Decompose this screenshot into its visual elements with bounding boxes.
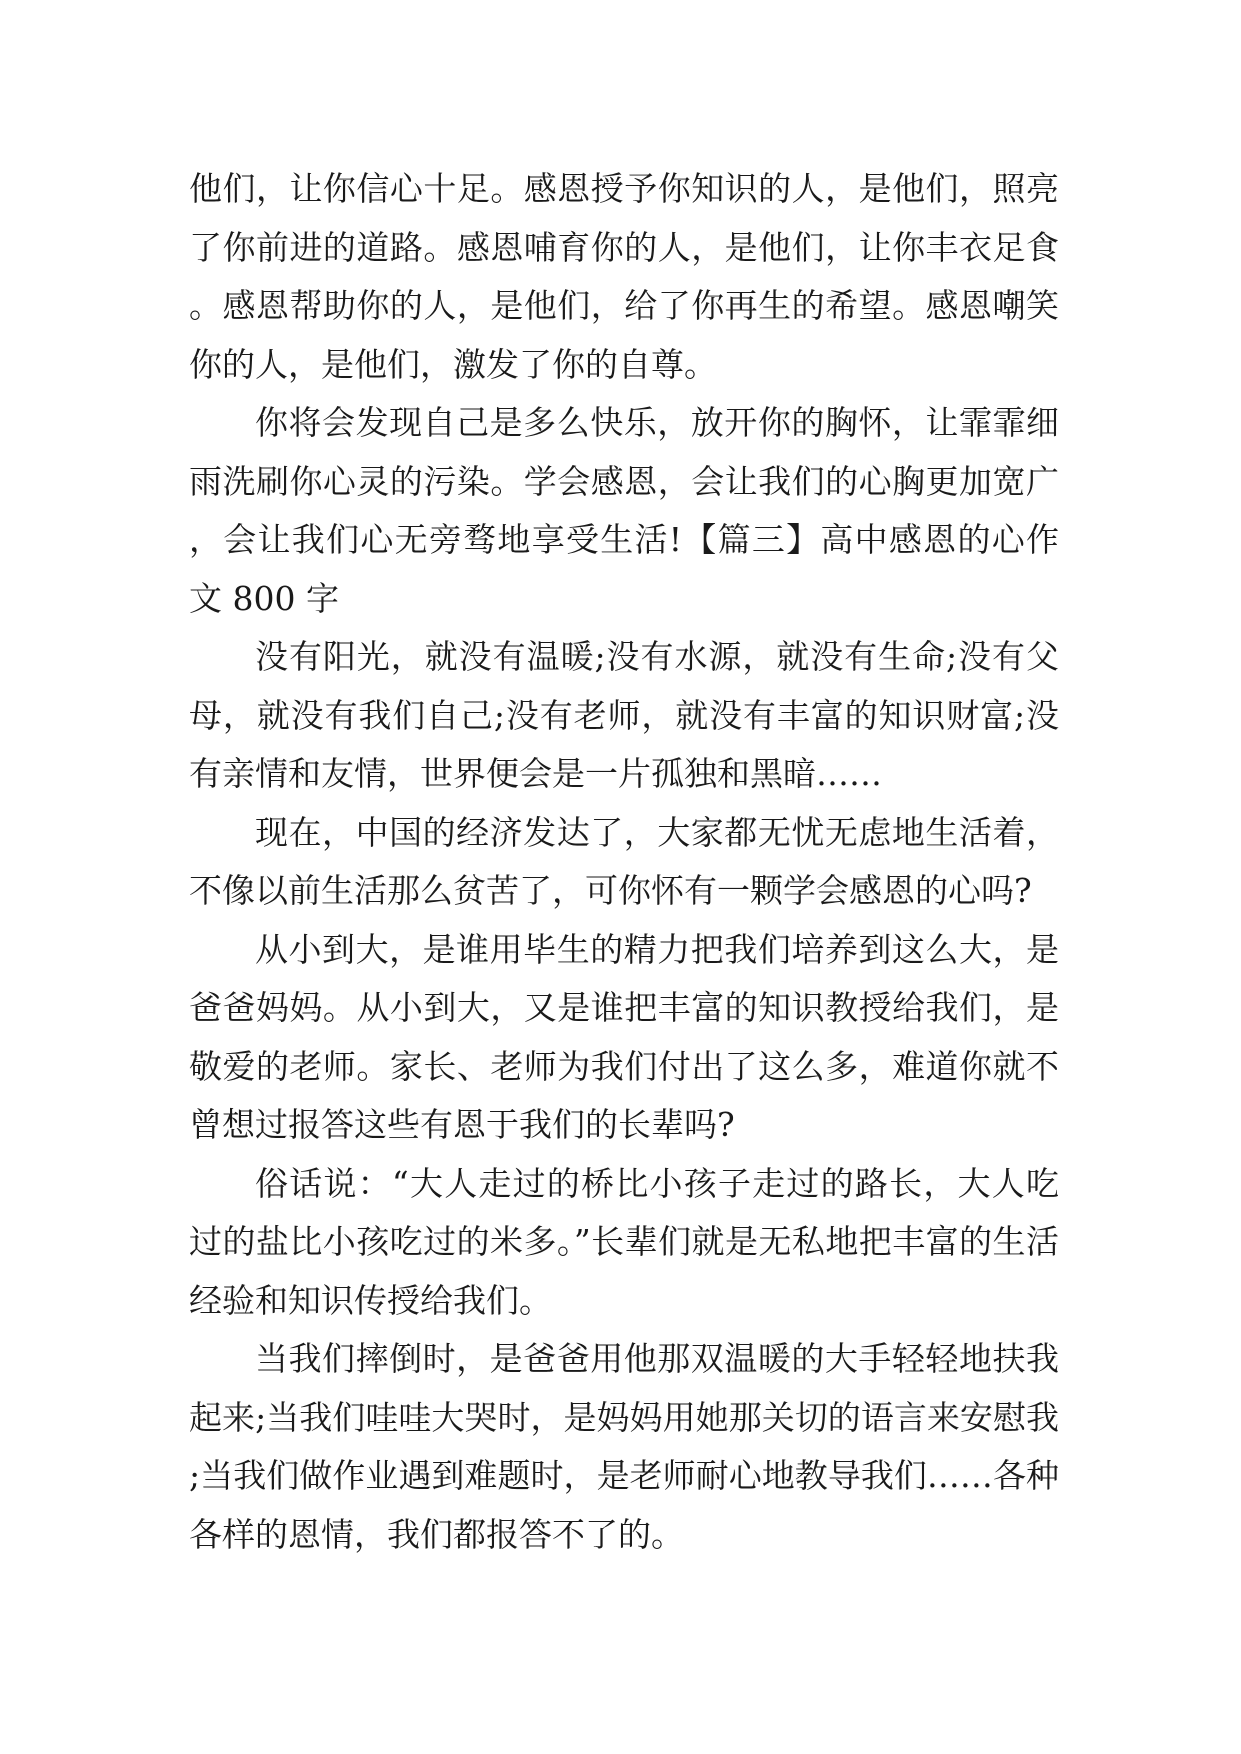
paragraph-7: 当我们摔倒时，是爸爸用他那双温暖的大手轻轻地扶我起来;当我们哇哇大哭时，是妈妈用她那关切的语言来安慰我;当我们做作业遇到难题时，是老师耐心地教导我们……各种各样的恩情，我们都报答不了的。	[189, 1339, 1059, 1554]
paragraph-5: 从小到大，是谁用毕生的精力把我们培养到这么大，是爸爸妈妈。从小到大，又是谁把丰富的知识教授给我们，是敬爱的老师。家长、老师为我们付出了这么多，难道你就不曾想过报答这些有恩于我们的长辈吗?	[189, 929, 1059, 1144]
document-body	[189, 160, 1059, 1564]
paragraph-4: 现在，中国的经济发达了，大家都无忧无虑地生活着，不像以前生活那么贫苦了，可你怀有一颗学会感恩的心吗?	[189, 812, 1059, 910]
paragraph-2: 你将会发现自己是多么快乐，放开你的胸怀，让霏霏细雨洗刷你心灵的污染。学会感恩，会让我们的心胸更加宽广，会让我们心无旁骛地享受生活!【篇三】高中感恩的心作文 800 字	[189, 403, 1059, 618]
paragraph-1: 他们，让你信心十足。感恩授予你知识的人，是他们，照亮了你前进的道路。感恩哺育你的人，是他们，让你丰衣足食。感恩帮助你的人，是他们，给了你再生的希望。感恩嘲笑你的人，是他们，激发了你的自尊。	[189, 169, 1059, 384]
paragraph-3: 没有阳光，就没有温暖;没有水源，就没有生命;没有父母，就没有我们自己;没有老师，就没有丰富的知识财富;没有亲情和友情，世界便会是一片孤独和黑暗……	[189, 637, 1059, 793]
paragraph-6: 俗话说：“大人走过的桥比小孩子走过的路长，大人吃过的盐比小孩吃过的米多。”长辈们就是无私地把丰富的生活经验和知识传授给我们。	[189, 1163, 1059, 1320]
